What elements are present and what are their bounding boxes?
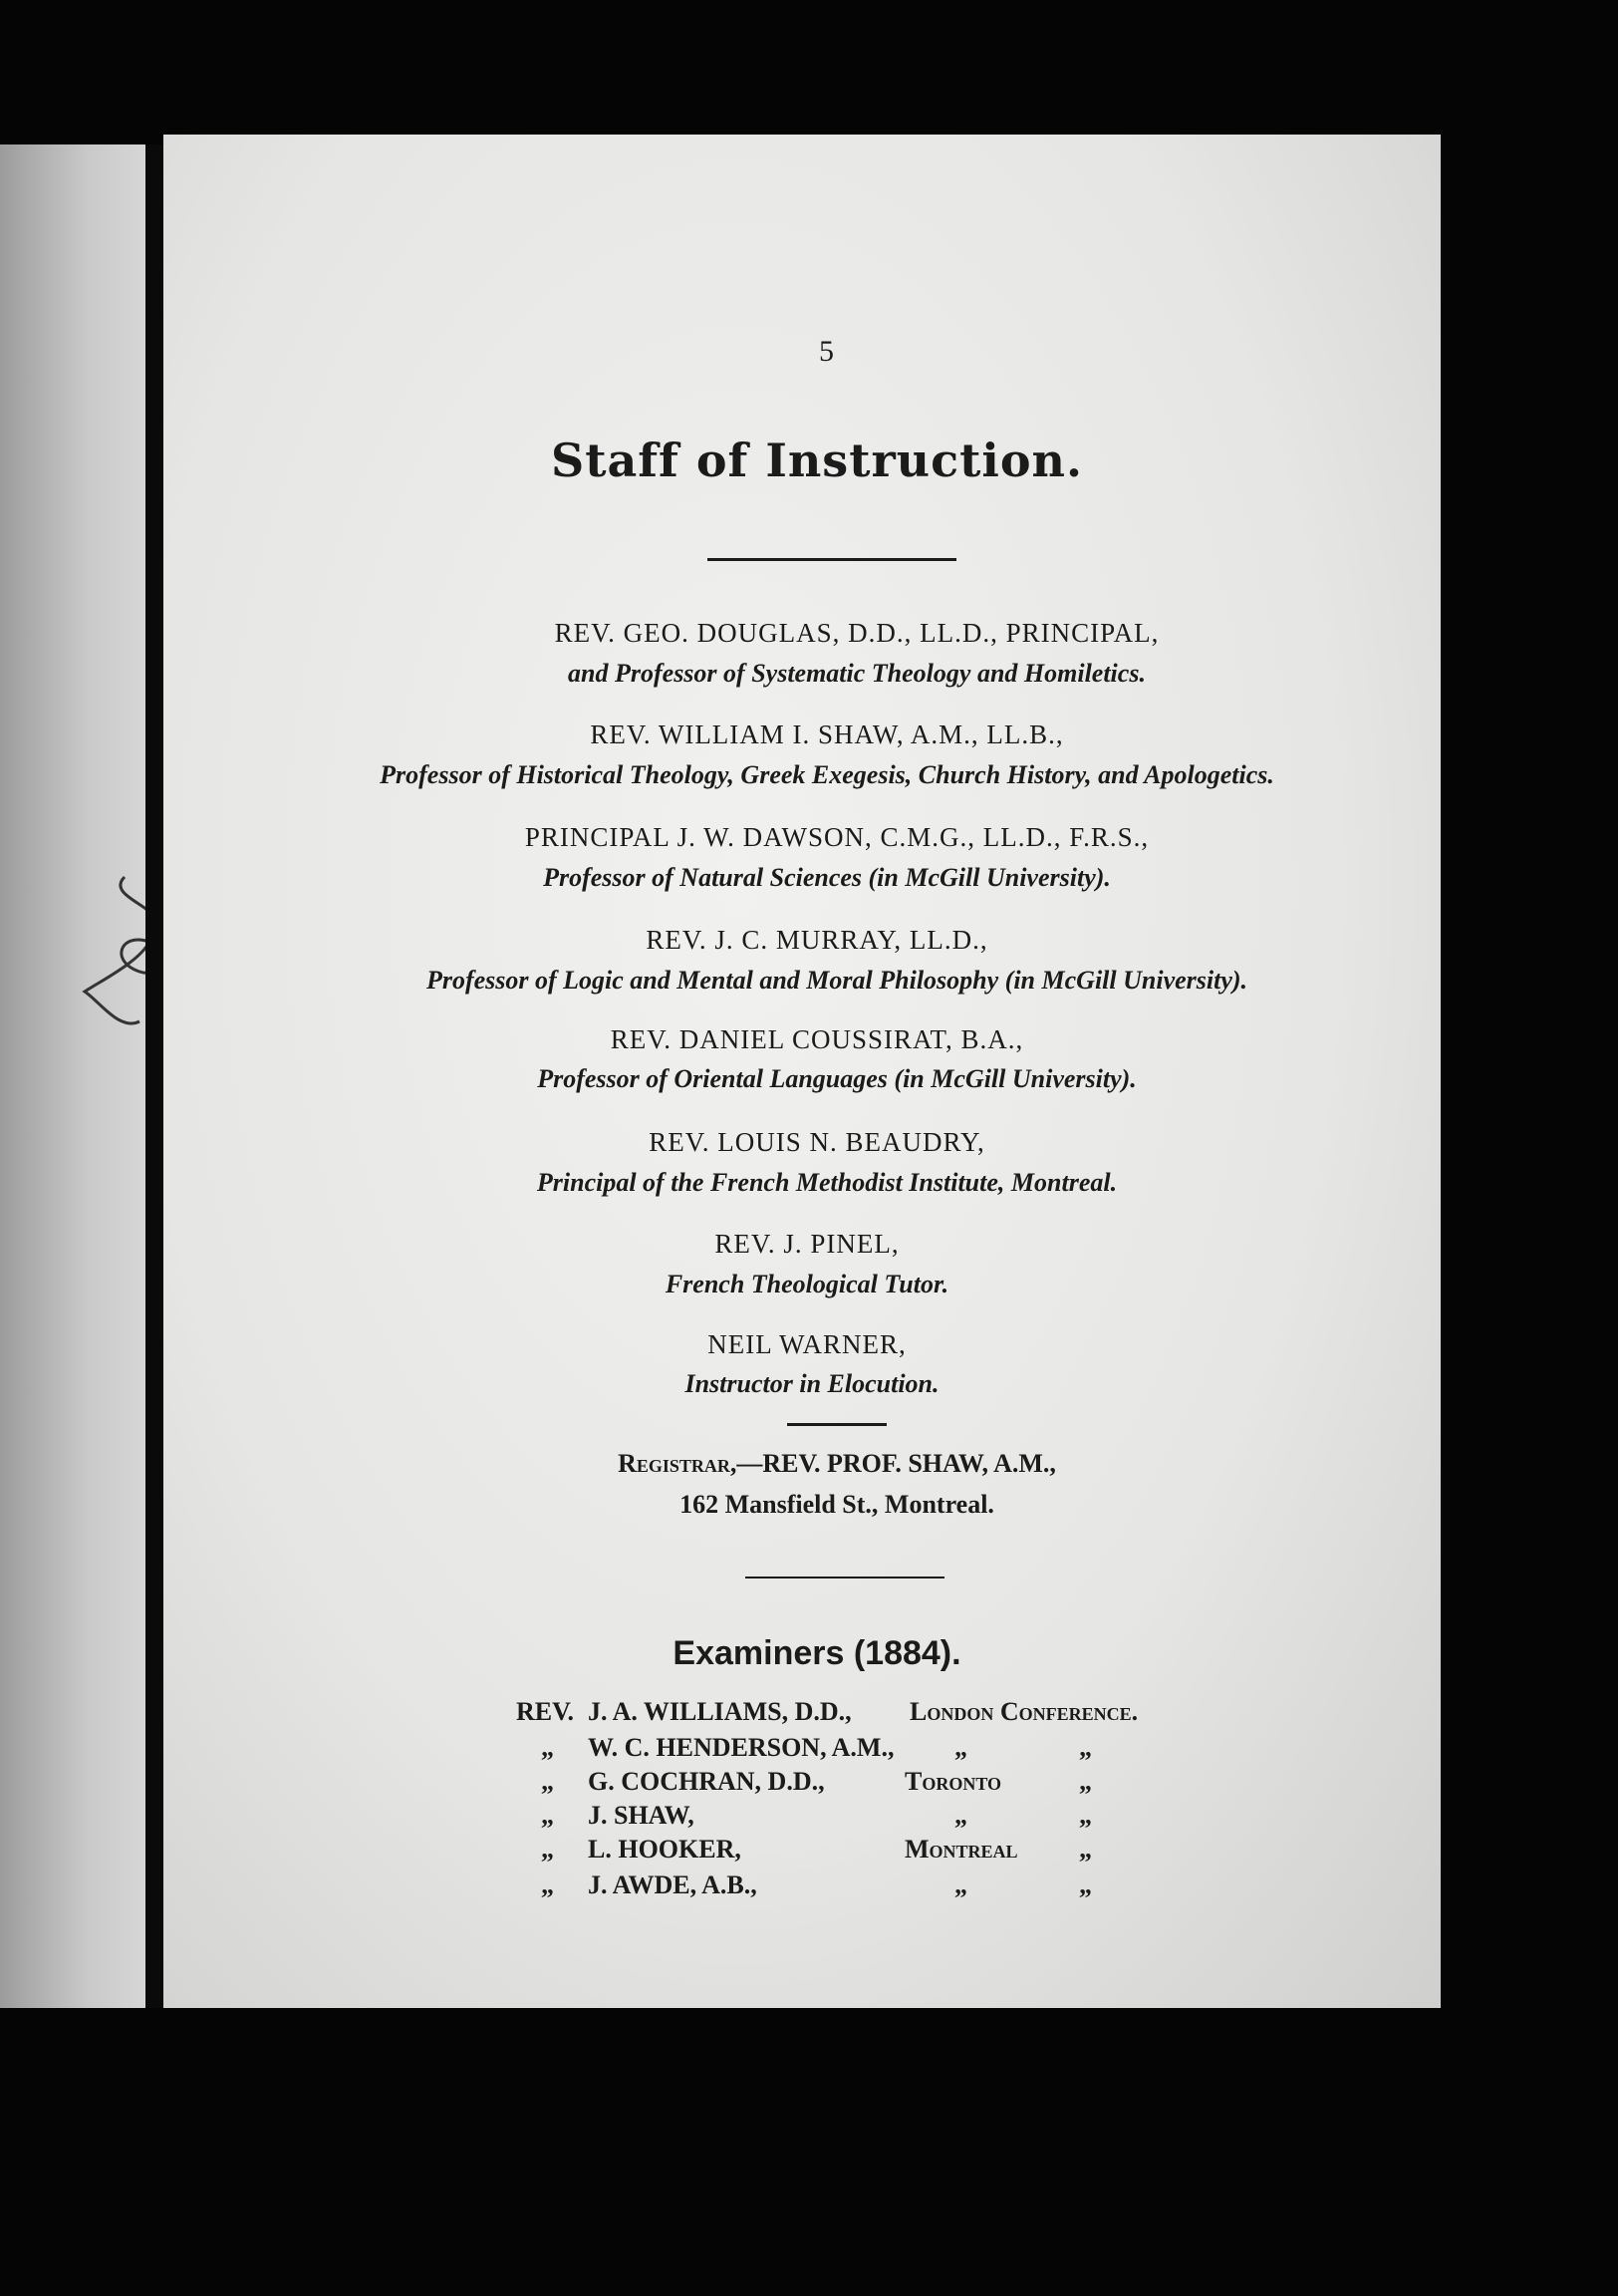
examiner-name: J. SHAW, (588, 1801, 694, 1830)
staff-role: Instructor in Elocution. (684, 1369, 940, 1398)
examiner-prefix: „ (541, 1733, 554, 1762)
staff-name: REV. GEO. DOUGLAS, D.D., LL.D., PRINCIPAL, (554, 618, 1160, 648)
examiner-name: L. HOOKER, (588, 1835, 741, 1864)
book-spine (145, 144, 163, 2008)
staff-role: and Professor of Systematic Theology and Homiletics. (568, 659, 1146, 688)
examiner-mark: „ (1079, 1835, 1092, 1864)
registrar-label: Registrar, (618, 1449, 737, 1478)
staff-name: REV. J. C. MURRAY, LL.D., (646, 925, 988, 955)
examiner-name: W. C. HENDERSON, A.M., (588, 1733, 895, 1762)
examiners-rule (745, 1577, 944, 1578)
examiner-prefix: REV. (516, 1697, 575, 1726)
page-title: Staff of Instruction. (550, 433, 1083, 487)
examiner-prefix: „ (541, 1835, 554, 1864)
staff-name: REV. DANIEL COUSSIRAT, B.A., (610, 1024, 1024, 1054)
staff-role: French Theological Tutor. (665, 1270, 949, 1298)
examiner-name: J. AWDE, A.B., (588, 1870, 757, 1899)
examiner-conference: „ (954, 1870, 967, 1899)
registrar-address: 162 Mansfield St., Montreal. (679, 1490, 994, 1519)
examiner-prefix: „ (541, 1767, 554, 1796)
title-rule (707, 558, 956, 561)
examiner-conference: „ (954, 1801, 967, 1830)
staff-name: REV. WILLIAM I. SHAW, A.M., LL.B., (590, 719, 1064, 749)
staff-name: PRINCIPAL J. W. DAWSON, C.M.G., LL.D., F.R.S., (524, 822, 1150, 852)
examiners-title: Examiners (1884). (673, 1634, 961, 1672)
registrar-name: —REV. PROF. SHAW, A.M., (736, 1449, 1056, 1478)
examiner-mark: „ (1079, 1801, 1092, 1830)
staff-role: Professor of Historical Theology, Greek Exegesis, Church History, and Apologetics. (380, 760, 1274, 789)
examiner-name: J. A. WILLIAMS, D.D., (588, 1697, 852, 1726)
examiner-conference: Toronto (905, 1767, 1002, 1796)
examiner-conference: „ (954, 1733, 967, 1762)
staff-role: Professor of Natural Sciences (in McGill University). (543, 863, 1111, 892)
page-number: 5 (819, 335, 834, 368)
examiner-conference: London Conference. (910, 1697, 1139, 1726)
staff-role: Professor of Logic and Mental and Moral Philosophy (in McGill University). (425, 966, 1248, 995)
facing-page-edge (0, 144, 145, 2008)
staff-role: Principal of the French Methodist Institute, Montreal. (536, 1168, 1118, 1197)
examiner-mark: „ (1079, 1870, 1092, 1899)
section-rule (787, 1423, 887, 1426)
staff-name: NEIL WARNER, (707, 1329, 907, 1359)
staff-role: Professor of Oriental Languages (in McGill University). (537, 1064, 1137, 1093)
registrar-line (558, 1449, 1116, 1479)
examiner-conference: Montreal (905, 1835, 1018, 1864)
examiner-prefix: „ (541, 1801, 554, 1830)
examiner-name: G. COCHRAN, D.D., (588, 1767, 825, 1796)
examiner-prefix: „ (541, 1870, 554, 1899)
examiner-mark: „ (1079, 1767, 1092, 1796)
staff-name: REV. LOUIS N. BEAUDRY, (649, 1127, 985, 1157)
examiner-mark: „ (1079, 1733, 1092, 1762)
staff-name: REV. J. PINEL, (714, 1229, 900, 1259)
